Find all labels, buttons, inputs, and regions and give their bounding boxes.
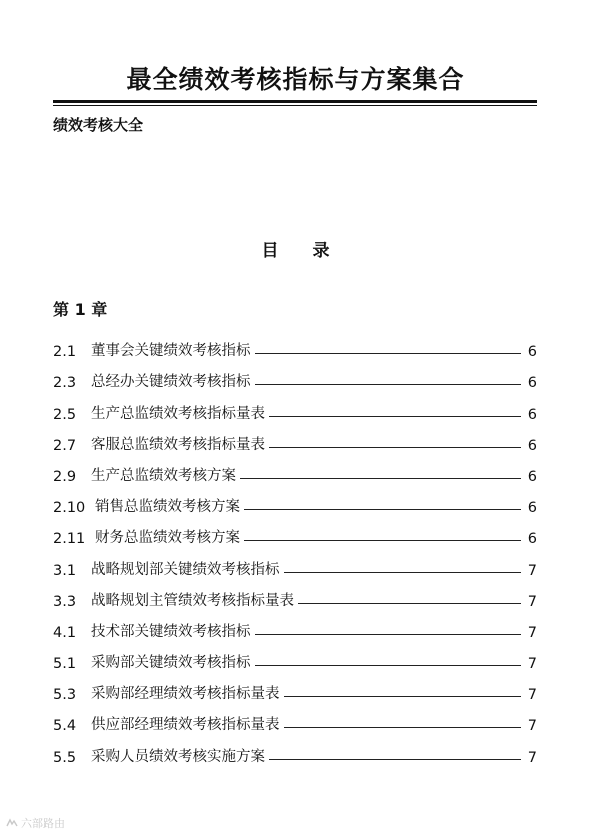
toc-entry-number: 2.9: [53, 468, 77, 485]
toc-entry[interactable]: [53, 703, 537, 734]
toc-leader-line: [269, 759, 521, 760]
toc-entry-number: 2.11: [53, 531, 86, 548]
toc-leader-line: [244, 540, 521, 541]
toc-entry-page: 6: [527, 437, 537, 454]
toc-leader-line: [255, 353, 522, 354]
toc-leader-line: [298, 603, 521, 604]
toc-entry-number: 5.3: [53, 687, 77, 704]
toc-entry-title: 总经办关键绩效考核指标: [91, 374, 251, 391]
toc-leader-line: [269, 416, 521, 417]
watermark-text: 六部路由: [21, 817, 65, 830]
toc-entry-page: 6: [527, 531, 537, 548]
toc-entry-page: 6: [527, 468, 537, 485]
toc-leader-line: [284, 572, 522, 573]
toc-leader-line: [269, 447, 521, 448]
toc-entry-title: 董事会关键绩效考核指标: [91, 343, 251, 360]
toc-entry-number: 2.10: [53, 500, 86, 517]
toc-entry-title: 供应部经理绩效考核指标量表: [91, 717, 280, 734]
toc-entry[interactable]: [53, 329, 537, 360]
toc-entry[interactable]: [53, 423, 537, 454]
toc-entry-number: 4.1: [53, 624, 77, 641]
toc-leader-line: [284, 696, 522, 697]
toc-entry-page: 6: [527, 375, 537, 392]
toc-entry[interactable]: [53, 610, 537, 641]
toc-entry[interactable]: [53, 360, 537, 391]
toc-entry[interactable]: [53, 734, 537, 765]
document-subtitle: 绩效考核大全: [53, 116, 144, 134]
toc-leader-line: [255, 665, 522, 666]
document-title: 最全绩效考核指标与方案集合: [126, 65, 465, 94]
toc-entry[interactable]: [53, 454, 537, 485]
toc-entry[interactable]: [53, 641, 537, 672]
toc-entry-number: 5.5: [53, 749, 77, 766]
toc-entry-title: 采购部经理绩效考核指标量表: [91, 686, 280, 703]
toc-entry-number: 5.4: [53, 718, 77, 735]
toc-leader-line: [240, 478, 521, 479]
toc-entry[interactable]: [53, 485, 537, 516]
toc-entry-number: 2.3: [53, 375, 77, 392]
toc-entry-page: 6: [527, 406, 537, 423]
toc-list: [53, 329, 537, 766]
toc-entry-title: 生产总监绩效考核方案: [91, 467, 236, 484]
toc-entry-title: 技术部关键绩效考核指标: [91, 623, 251, 640]
toc-entry-page: 7: [527, 687, 537, 704]
toc-entry[interactable]: [53, 391, 537, 422]
toc-leader-line: [284, 727, 522, 728]
toc-entry[interactable]: [53, 516, 537, 547]
toc-entry[interactable]: [53, 579, 537, 610]
chapter-heading: 第 1 章: [53, 300, 108, 319]
toc-entry-page: 7: [527, 624, 537, 641]
toc-entry[interactable]: [53, 547, 537, 578]
toc-entry-number: 5.1: [53, 656, 77, 673]
toc-entry-title: 财务总监绩效考核方案: [95, 530, 240, 547]
toc-entry-title: 采购部关键绩效考核指标: [91, 655, 251, 672]
toc-entry-title: 客服总监绩效考核指标量表: [91, 436, 265, 453]
toc-heading: 目 录: [261, 241, 344, 261]
toc-entry-number: 2.7: [53, 437, 77, 454]
toc-entry-number: 2.1: [53, 344, 77, 361]
toc-entry-page: 7: [527, 656, 537, 673]
toc-entry-title: 采购人员绩效考核实施方案: [91, 748, 265, 765]
toc-entry-page: 7: [527, 562, 537, 579]
title-divider-thick: [53, 100, 537, 103]
toc-entry-title: 战略规划主管绩效考核指标量表: [91, 592, 294, 609]
toc-entry-number: 3.3: [53, 593, 77, 610]
toc-entry-title: 生产总监绩效考核指标量表: [91, 405, 265, 422]
toc-entry-number: 2.5: [53, 406, 77, 423]
toc-leader-line: [255, 384, 522, 385]
toc-entry-page: 7: [527, 593, 537, 610]
toc-leader-line: [244, 509, 521, 510]
toc-entry-number: 3.1: [53, 562, 77, 579]
toc-entry-page: 7: [527, 718, 537, 735]
logo-icon: [6, 818, 18, 828]
toc-entry[interactable]: [53, 672, 537, 703]
title-divider-thin: [53, 105, 537, 106]
toc-entry-page: 6: [527, 500, 537, 517]
watermark: [6, 815, 65, 831]
toc-entry-page: 6: [527, 344, 537, 361]
toc-entry-title: 战略规划部关键绩效考核指标: [91, 561, 280, 578]
toc-entry-title: 销售总监绩效考核方案: [95, 499, 240, 516]
toc-leader-line: [255, 634, 522, 635]
toc-entry-page: 7: [527, 749, 537, 766]
